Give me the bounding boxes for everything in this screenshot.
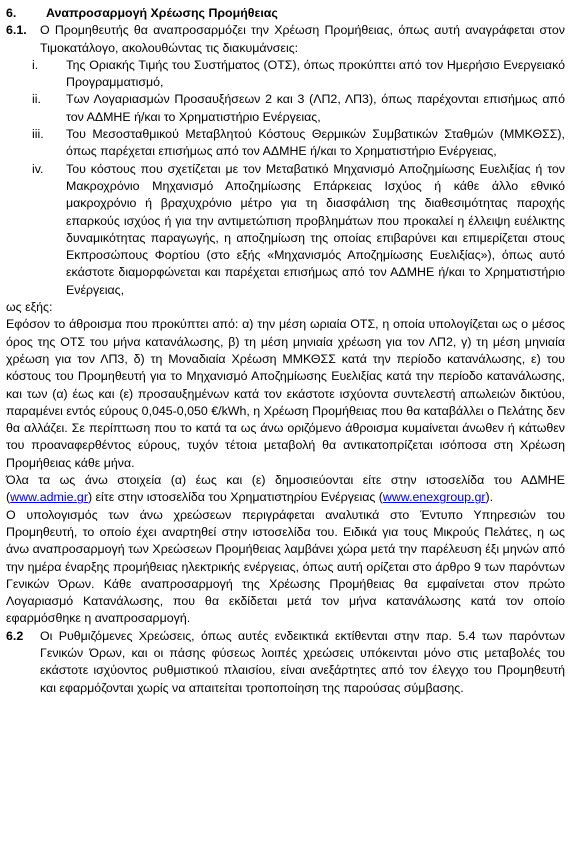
paragraph-6-2: [6, 628, 565, 697]
fluctuation-list: [6, 57, 565, 299]
section-heading: [6, 5, 565, 22]
list-item-text: Του Μεσοσταθμικού Μεταβλητού Κόστους Θερμικών Συμβατικών Σταθμών (ΜΜΚΘΣΣ), όπως παρέχεται επισήμως από τον ΑΔΜΗΕ ή/και το Χρηματιστήριο Ενέργειας,: [66, 127, 565, 159]
section-number: 6.: [6, 6, 17, 20]
list-item: [6, 91, 565, 126]
section-title: Αναπροσαρμογή Χρέωσης Προμήθειας: [46, 6, 278, 20]
formula-paragraph: Εφόσον το άθροισμα που προκύπτει από: α) την μέση ωριαία ΟΤΣ, η οποία υπολογίζεται ως ο μέσος όρος της ΟΤΣ του μήνα κατανάλωσης, β) τη μέση μηνιαία χρέωση για τον ΛΠ2, γ) τη μέση μηνιαία χρέωση για τον ΛΠ3, δ) τη Μοναδιαία Χρέωση ΜΜΚΘΣΣ κατά την περίοδο κατανάλωσης, ε) του κόστους του Προμηθευτή για το Μηχανισμό Αποζημίωσης Ευελιξίας κατά την περίοδο κατανάλωσης, και των (α) έως και (ε) προσαυξημένων κατά τον εκάστοτε ισχύοντα συντελεστή απωλειών δικτύου, παραμένει εντός εύρους 0,045-0,050 €/kWh, η Χρέωση Προμήθειας που θα καταβάλλει ο Πελάτης δεν θα αλλάζει. Σε περίπτωση που το κατά τα ως άνω οριζόμενο άθροισμα κυμαίνεται άνωθεν ή κάτωθεν του προαναφερθέντος εύρους, τυχόν τέτοια μεταβολή θα αντικατοπρίζεται ισόποσα στη Χρέωση Προμήθειας κάθε μήνα.: [6, 317, 566, 470]
list-item: [6, 161, 565, 299]
list-marker: i.: [32, 57, 39, 72]
paragraph-number-6-2: 6.2: [6, 628, 24, 643]
publication-text-middle: ) είτε στην ιστοσελίδα του Χρηματιστηρίου Ενέργειας (: [87, 490, 383, 505]
paragraph-6-1-intro: Ο Προμηθευτής θα αναπροσαρμόζει την Χρέωση Προμήθειας, όπως αυτή αναγράφεται στον Τιμοκατάλογο, ακολουθώντας τις διακυμάνσεις:: [40, 23, 565, 55]
list-marker: iv.: [32, 161, 44, 176]
list-item-text: Της Οριακής Τιμής του Συστήματος (ΟΤΣ), όπως προκύπτει από τον Ημερήσιο Ενεργειακό Προγραμματισμό,: [66, 57, 565, 90]
list-marker: ii.: [32, 92, 41, 107]
publication-text-before: Όλα τα ως άνω στοιχεία (α) έως και (ε) δημοσιεύονται είτε στην ιστοσελίδα του ΑΔΜΗΕ (: [6, 473, 565, 505]
list-item: [6, 57, 565, 92]
list-item: [6, 126, 565, 161]
calculation-paragraph: Ο υπολογισμός των άνω χρεώσεων περιγράφεται αναλυτικά στο Έντυπο Υπηρεσιών του Προμηθευτή, το οποίο έχει αναρτηθεί στην ιστοσελίδα του. Ειδικά για τους Μικρούς Πελάτες, η ως άνω αναπροσαρμογή των Χρεώσεων Προμήθειας λαμβάνει χώρα μετά την παρέλευση έξι μηνών από την ημέρα έναρξης προμήθειας ηλεκτρικής ενέργειας, όπως αυτή ορίζεται στο άρθρο 9 των παρόντων Γενικών Όρων. Κάθε αναπροσαρμογή της Χρέωσης Προμήθειας θα εμφαίνεται στον πρώτο Λογαριασμό Κατανάλωσης, που θα εκδίδεται μετά τον μήνα κατανάλωσης κατά τον οποίο εφαρμόσθηκε η αναπροσαρμογή.: [6, 507, 565, 626]
list-item-text: Του κόστους που σχετίζεται με τον Μεταβατικό Μηχανισμό Αποζημίωσης Ευελιξίας ή τον Μακροχρόνιο Μηχανισμό Αποζημίωσης Επάρκειας Ισχύος ή κάθε άλλο εθνικό μακροχρόνιο ή βραχυχρόνιο μέτρο για τη διασφάλιση της διαθεσιμότητας παροχής επαρκούς ισχύος ή για την αντιμετώπιση προβλημάτων που προκαλεί η έλλειψη ευέλικτης δυναμικότητας παραγωγής, η αποζημίωση της οποίας επιβαρύνει και επιμερίζεται στους Εκπροσώπους Φορτίου (στο εξής «Μηχανισμός Αποζημίωσης Ευελιξίας»), όπως αυτό εκάστοτε διαμορφώνεται και παρέχεται επισήμως από τον ΑΔΜΗΕ ή/και το Χρηματιστήριο Ενέργειας,: [66, 161, 565, 297]
paragraph-6-2-text: Οι Ρυθμιζόμενες Χρεώσεις, όπως αυτές ενδεικτικά εκτίθενται στην παρ. 5.4 των παρόντων Γενικών Όρων, και οι πάσης φύσεως λοιπές χρεώσεις υπόκεινται μόνο στις μεταβολές του εκάστοτε ισχύοντος ρυθμιστικού πλαισίου, είναι ανεξάρτητες από τον έλεγχο του Προμηθευτή και εφαρμόζονται χωρίς να απαιτείται τροποποίηση της παρούσας σύμβασης.: [40, 628, 565, 695]
publication-text-after: ).: [485, 490, 494, 505]
paragraph-number-6-1: 6.1.: [6, 23, 27, 38]
admie-link[interactable]: www.admie.gr: [10, 490, 88, 505]
publication-paragraph: [6, 472, 565, 507]
list-item-text: Των Λογαριασμών Προσαυξήσεων 2 και 3 (ΛΠ2, ΛΠ3), όπως παρέχονται επισήμως από τον ΑΔΜΗΕ ή/και το Χρηματιστήριο Ενέργειας,: [66, 92, 565, 124]
paragraph-6-1: [6, 22, 565, 57]
enex-link[interactable]: www.enexgroup.gr: [382, 490, 486, 505]
as-follows-text: ως εξής:: [6, 300, 53, 315]
list-marker: iii.: [32, 127, 44, 142]
